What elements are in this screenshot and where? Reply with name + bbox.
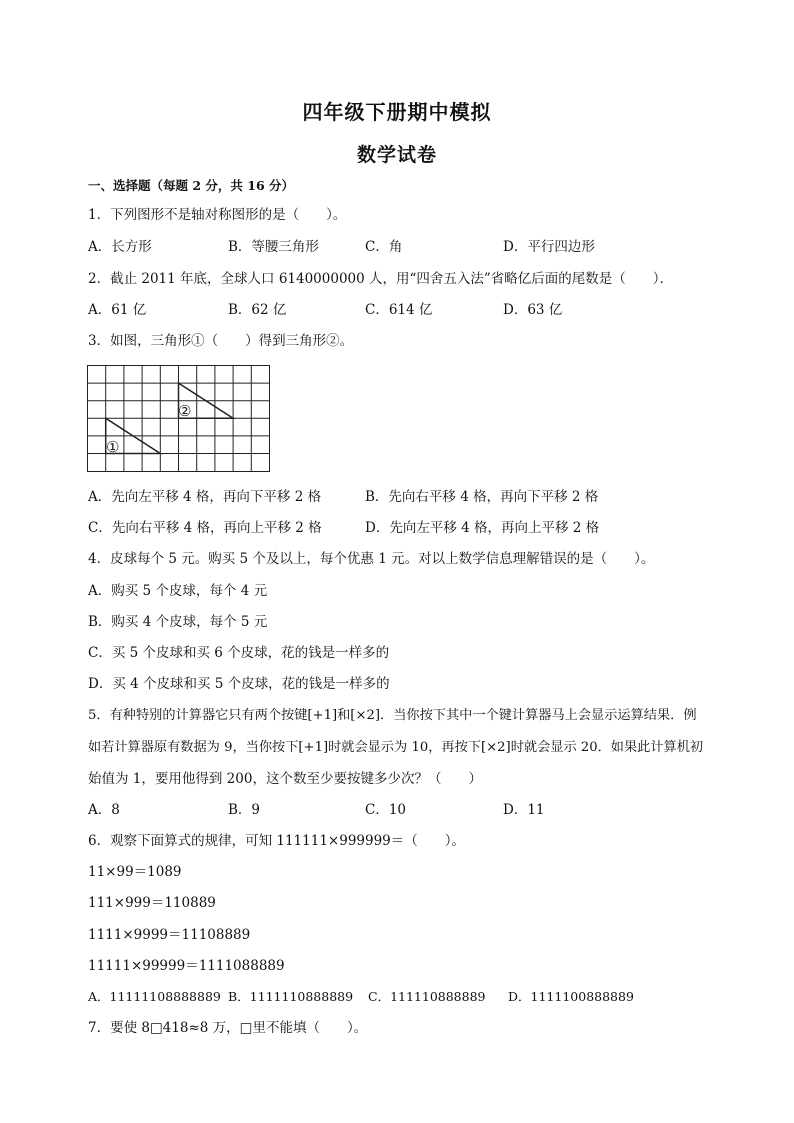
q2-option-a[interactable]: A．61 亿 [88, 302, 147, 318]
q4-option-c[interactable]: C．买 5 个皮球和买 6 个皮球，花的钱是一样多的 [88, 645, 390, 661]
q6-option-d[interactable]: D．1111100888889 [508, 989, 634, 1004]
question-1: 1．下列图形不是轴对称图形的是（ ）。 [88, 207, 347, 223]
q5-option-d[interactable]: D．11 [503, 802, 545, 818]
q1-option-c[interactable]: C．角 [365, 239, 403, 255]
q4-option-b[interactable]: B．购买 4 个皮球，每个 5 元 [88, 614, 268, 630]
question-3: 3．如图，三角形①（ ）得到三角形②。 [88, 333, 354, 349]
q6-option-c[interactable]: C．111110888889 [368, 989, 486, 1004]
section-heading: 一、选择题（每题 2 分，共 16 分） [88, 178, 295, 193]
q6-option-b[interactable]: B．1111110888889 [228, 989, 354, 1004]
translation-grid-figure [87, 365, 271, 473]
q1-option-b[interactable]: B．等腰三角形 [228, 239, 319, 255]
pattern-line-4: 11111×99999＝1111088889 [88, 958, 285, 974]
triangle-1-label: ① [106, 438, 120, 456]
question-2: 2．截止 2011 年底，全球人口 6140000000 人，用“四舍五入法”省略亿后面的尾数是（ ）． [88, 271, 674, 287]
q3-option-d[interactable]: D．先向左平移 4 格，再向上平移 2 格 [365, 520, 600, 536]
q3-option-b[interactable]: B．先向右平移 4 格，再向下平移 2 格 [365, 489, 599, 505]
q4-option-a[interactable]: A．购买 5 个皮球，每个 4 元 [88, 583, 268, 599]
q3-option-c[interactable]: C．先向右平移 4 格，再向上平移 2 格 [88, 520, 322, 536]
pattern-line-1: 11×99＝1089 [88, 864, 182, 880]
question-4: 4．皮球每个 5 元。购买 5 个及以上，每个优惠 1 元。对以上数学信息理解错误的是（ ）。 [88, 551, 655, 567]
question-6: 6．观察下面算式的规律，可知 111111×999999＝（ ）。 [88, 833, 466, 849]
page-subtitle: 数学试卷 [356, 144, 437, 166]
q3-option-a[interactable]: A．先向左平移 4 格，再向下平移 2 格 [88, 489, 322, 505]
q5-option-a[interactable]: A．8 [88, 802, 120, 818]
q5-option-c[interactable]: C．10 [365, 802, 407, 818]
question-7: 7．要使 8□418≈8 万，□里不能填（ ）。 [88, 1020, 368, 1036]
q1-option-d[interactable]: D．平行四边形 [503, 239, 595, 255]
q1-option-a[interactable]: A．长方形 [88, 239, 152, 255]
q2-option-c[interactable]: C．614 亿 [365, 302, 433, 318]
question-5-line-1: 5．有种特别的计算器它只有两个按键[+1]和[×2]．当你按下其中一个键计算器马上会显示运算结果．例 [88, 708, 697, 723]
question-5-line-2: 如若计算器原有数据为 9，当你按下[+1]时就会显示为 10，再按下[×2]时就会显示 20．如果此计算机初 [88, 740, 704, 755]
q2-option-d[interactable]: D．63 亿 [503, 302, 563, 318]
q5-option-b[interactable]: B．9 [228, 802, 261, 818]
q2-option-b[interactable]: B．62 亿 [228, 302, 287, 318]
pattern-line-2: 111×999＝110889 [88, 895, 216, 911]
triangle-2-label: ② [178, 402, 192, 420]
q4-option-d[interactable]: D．买 4 个皮球和买 5 个皮球，花的钱是一样多的 [88, 676, 390, 692]
page-title: 四年级下册期中模拟 [302, 100, 492, 124]
question-5-line-3: 始值为 1，要用他得到 200，这个数至少要按键多少次？（ ） [88, 771, 482, 787]
pattern-line-3: 1111×9999＝11108889 [88, 927, 251, 943]
q6-option-a[interactable]: A．11111108888889 [88, 989, 221, 1004]
